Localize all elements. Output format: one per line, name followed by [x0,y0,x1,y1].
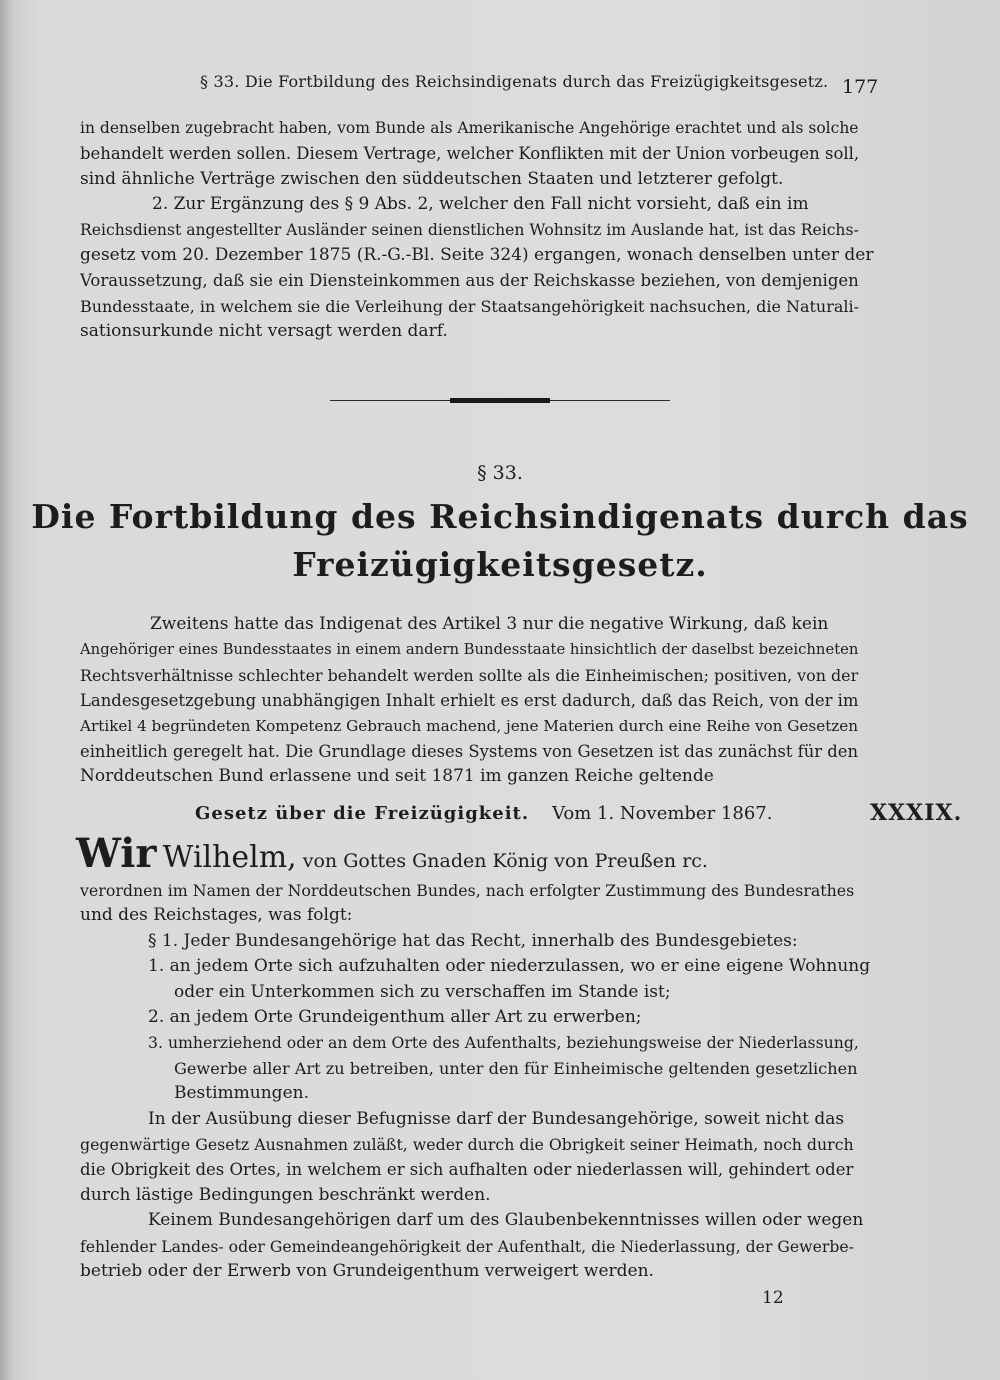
text-line: in denselben zugebracht haben, vom Bunde als Amerikanische Angehörige erachtet und als solche [80,119,859,137]
text-line: durch lästige Bedingungen beschränkt werden. [80,1184,491,1205]
enacting-formula [76,830,708,877]
list-item-number: 1. [148,956,165,977]
text-line: Zweitens hatte das Indigenat des Artikel 3 nur die negative Wirkung, daß kein [150,614,829,634]
paragraph-one-intro: § 1. Jeder Bundesangehörige hat das Recht, innerhalb des Bundesgebietes: [148,930,798,951]
text-line: Rechtsverhältnisse schlechter behandelt werden sollte als die Einheimischen; positiven, von der [80,665,859,685]
text-line: an jedem Orte Grundeigenthum aller Art zu erwerben; [169,1007,642,1028]
text-line: Keinem Bundesangehörigen darf um des Glaubenbekenntnisses willen oder wegen [148,1210,864,1231]
text-line: gegenwärtige Gesetz Ausnahmen zuläßt, weder durch die Obrigkeit seiner Heimath, noch durch [80,1135,854,1155]
intro-paragraph [80,612,875,790]
signature-mark: 12 [762,1288,784,1308]
text-line: umherziehend oder an dem Orte des Aufenthalts, beziehungsweise der Niederlassung, [167,1033,859,1053]
divider-thick-rule [450,398,550,403]
law-title-line [195,803,772,824]
monarch-title: von Gottes Gnaden König von Preußen rc. [302,850,708,872]
page-binding-shadow [0,0,14,1380]
text-line: Voraussetzung, daß sie ein Diensteinkommen aus der Reichskasse beziehen, von demjenigen [80,271,859,291]
text-line: und des Reichstages, was folgt: [80,905,353,926]
text-line: Angehöriger eines Bundesstaates in einem andern Bundesstaate hinsichtlich der daselbst bezeichneten [80,641,859,659]
text-line: In der Ausübung dieser Befugnisse darf der Bundesangehörige, soweit nicht das [148,1108,845,1129]
text-line: die Obrigkeit des Ortes, in welchem er sich aufhalten oder niederlassen will, gehindert oder [80,1160,854,1180]
law-number: XXXIX. [870,800,963,826]
text-line: behandelt werden sollen. Diesem Vertrage, welcher Konflikten mit der Union vorbeugen soll, [80,144,860,164]
wir-word: Wir [76,830,157,877]
text-line: Bundesstaate, in welchem sie die Verleihung der Staatsangehörigkeit nachsuchen, die Naturali- [80,296,859,316]
text-line: Norddeutschen Bund erlassene und seit 1871 im ganzen Reiche geltende [80,766,714,787]
section-number: § 33. [477,462,523,484]
text-line: sationsurkunde nicht versagt werden darf. [80,321,448,342]
text-line: Bestimmungen. [174,1083,309,1104]
law-date: Vom 1. November 1867. [552,803,773,824]
list-item-number: 3. [148,1033,163,1053]
page-number: 177 [842,76,879,98]
text-line: Reichsdienst angestellter Ausländer seinen dienstlichen Wohnsitz im Auslande hat, ist das Reichs- [80,220,859,239]
text-line: Gewerbe aller Art zu betreiben, unter den für Einheimische geltenden gesetzlichen [174,1058,858,1078]
text-line: betrieb oder der Erwerb von Grundeigenthum verweigert werden. [80,1261,654,1282]
text-line: fehlender Landes- oder Gemeindeangehörigkeit der Aufenthalt, die Niederlassung, der Gewerbe- [80,1236,854,1256]
text-line: einheitlich geregelt hat. Die Grundlage dieses Systems von Gesetzen ist das zunächst für den [80,742,859,762]
text-line: Landesgesetzgebung unabhängigen Inhalt erhielt es erst dadurch, daß das Reich, von der im [80,691,859,711]
list-item [80,1030,870,1055]
list-item [80,1005,870,1030]
law-body [80,878,870,1285]
text-line: oder ein Unterkommen sich zu verschaffen im Stande ist; [174,981,671,1002]
section-divider [330,397,670,405]
text-line: an jedem Orte sich aufzuhalten oder niederzulassen, wo er eine eigene Wohnung [169,956,871,977]
text-line: Artikel 4 begründeten Kompetenz Gebrauch machend, jene Materien durch eine Reihe von Gesetzen [80,716,859,735]
law-title: Gesetz über die Freizügigkeit. [195,803,530,824]
top-paragraph [80,116,875,345]
list-item-number: 2. [148,1007,165,1028]
section-title-line2: Freizügigkeitsgesetz. [292,545,708,584]
text-line: 2. Zur Ergänzung des § 9 Abs. 2, welcher den Fall nicht vorsieht, daß ein im [152,194,809,215]
list-item [80,954,870,979]
text-line: verordnen im Namen der Norddeutschen Bundes, nach erfolgter Zustimmung des Bundesrathes [80,881,855,900]
text-line: gesetz vom 20. Dezember 1875 (R.-G.-Bl. Seite 324) ergangen, wonach denselben unter der [80,245,874,266]
text-line: sind ähnliche Verträge zwischen den süddeutschen Staaten und letzterer gefolgt. [80,168,784,189]
section-title-line1: Die Fortbildung des Reichsindigenats durch das [31,497,969,536]
monarch-name: Wilhelm, [162,840,297,875]
running-head: § 33. Die Fortbildung des Reichsindigenats durch das Freizügigkeitsgesetz. [200,72,829,91]
